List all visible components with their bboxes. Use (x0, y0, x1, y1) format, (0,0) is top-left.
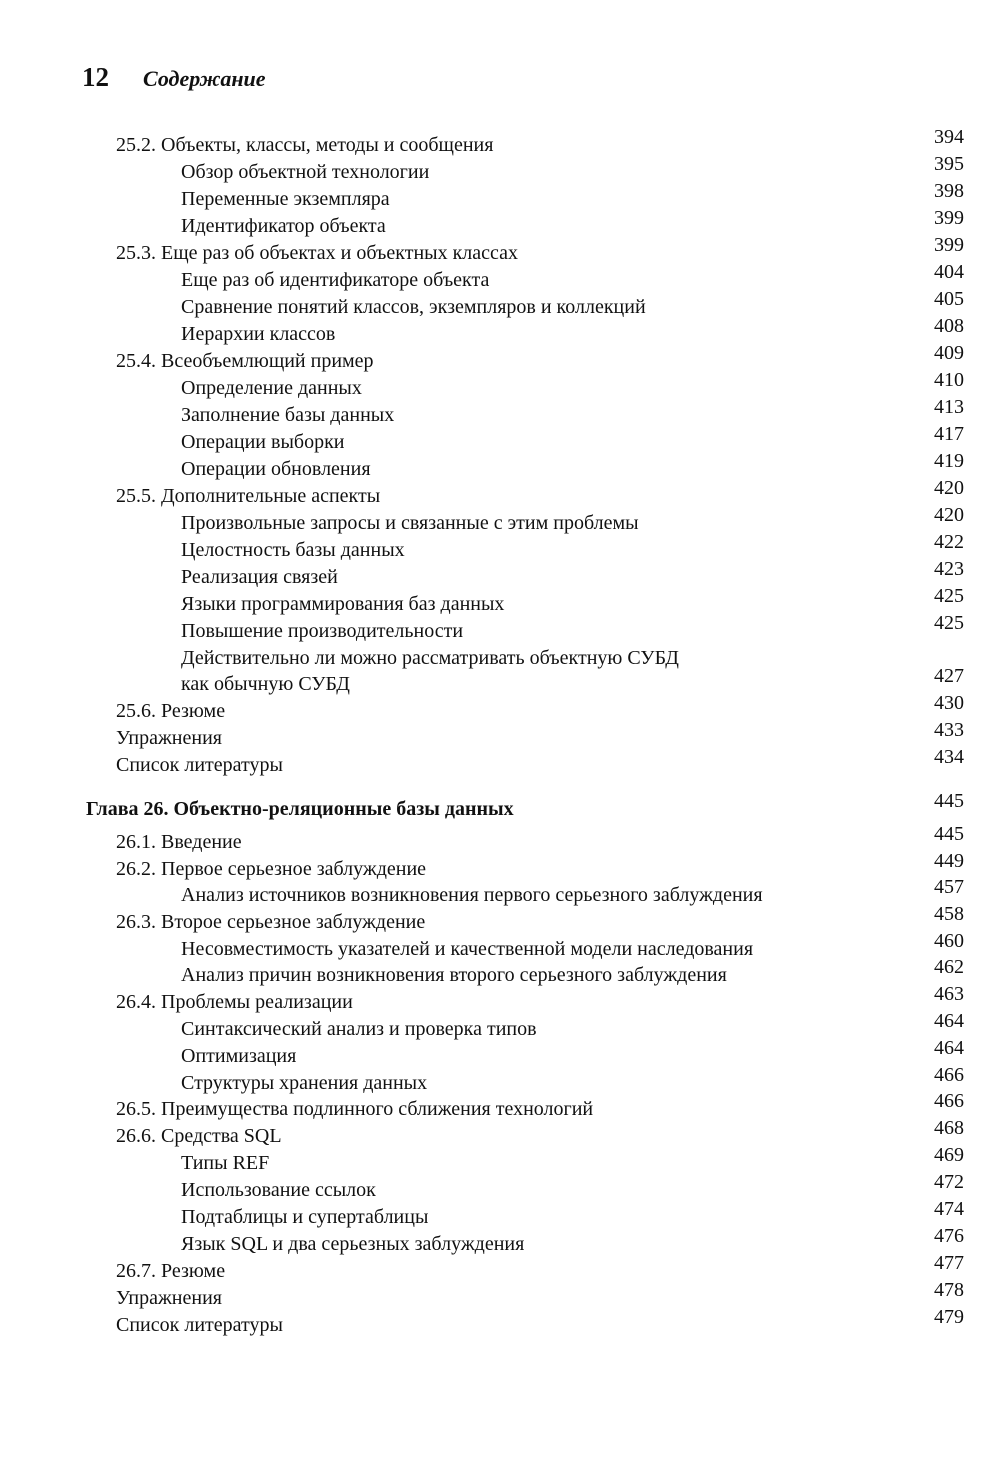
toc-entry (0, 823, 1000, 856)
toc-entry-title: Иерархии классов (181, 323, 336, 345)
toc-entry (0, 531, 1000, 564)
toc-entry (0, 665, 1000, 698)
toc-entry-page: 404 (934, 261, 964, 283)
toc-entry-title: Подтаблицы и супертаблицы (181, 1206, 429, 1228)
toc-entry-title: Переменные экземпляра (181, 188, 390, 210)
toc-entry-page: 425 (934, 585, 964, 607)
toc-entry-page: 462 (934, 956, 964, 978)
toc-entry-page: 405 (934, 288, 964, 310)
toc-entry (0, 396, 1000, 429)
toc-entry-title: 25.2. Объекты, классы, методы и сообщения (116, 134, 494, 156)
toc-entry-title: Целостность базы данных (181, 539, 405, 561)
toc-entry-title: Типы REF (181, 1152, 270, 1174)
toc-entry (0, 645, 1000, 672)
toc-entry (0, 1279, 1000, 1312)
toc-entry (0, 585, 1000, 618)
toc-entry-page: 468 (934, 1117, 964, 1139)
toc-entry-page: 413 (934, 396, 964, 418)
toc-entry-page: 420 (934, 477, 964, 499)
toc-entry-title: Сравнение понятий классов, экземпляров и коллекций (181, 296, 646, 318)
toc-entry-page: 464 (934, 1010, 964, 1032)
toc-entry (0, 1144, 1000, 1177)
toc-entry-title: 26.2. Первое серьезное заблуждение (116, 858, 427, 880)
toc-entry-page: 394 (934, 126, 964, 148)
toc-entry (0, 423, 1000, 456)
toc-entry (0, 612, 1000, 645)
toc-entry (0, 1010, 1000, 1043)
toc-entry-title: Повышение производительности (181, 620, 464, 642)
toc-entry-title: 25.4. Всеобъемлющий пример (116, 350, 374, 372)
toc-entry-page: 417 (934, 423, 964, 445)
toc-entry-title: 26.3. Второе серьезное заблуждение (116, 911, 426, 933)
toc-entry-title: 26.5. Преимущества подлинного сближения технологий (116, 1098, 594, 1120)
toc-entry-page: 466 (934, 1090, 964, 1112)
toc-entry (0, 315, 1000, 348)
toc-entry-title: Упражнения (116, 727, 222, 749)
toc-entry-page: 423 (934, 558, 964, 580)
toc-entry-page: 474 (934, 1198, 964, 1220)
toc-entry (0, 850, 1000, 883)
toc-entry-title: Операции обновления (181, 458, 371, 480)
toc-entry (0, 342, 1000, 375)
toc-entry-title: Действительно ли можно рассматривать объектную СУБД (181, 647, 679, 669)
toc-entry (0, 983, 1000, 1016)
toc-entry-title: 25.6. Резюме (116, 700, 226, 722)
toc-entry (0, 504, 1000, 537)
toc-entry-title: Обзор объектной технологии (181, 161, 430, 183)
toc-entry-title: Идентификатор объекта (181, 215, 386, 237)
toc-entry-title: 26.7. Резюме (116, 1260, 226, 1282)
toc-entry (0, 180, 1000, 213)
toc-entry (0, 1037, 1000, 1070)
toc-entry-title: Использование ссылок (181, 1179, 376, 1201)
toc-entry-page: 399 (934, 234, 964, 256)
toc-entry (0, 1252, 1000, 1285)
page-header (82, 62, 266, 98)
toc-entry-page: 479 (934, 1306, 964, 1328)
toc-entry-title: Несовместимость указателей и качественной модели наследования (181, 938, 754, 960)
toc-entry-page: 419 (934, 450, 964, 472)
toc-entry-page: 420 (934, 504, 964, 526)
toc-entry-page: 425 (934, 612, 964, 634)
toc-entry (0, 234, 1000, 267)
toc-entry (0, 261, 1000, 294)
page-number: 12 (82, 62, 109, 92)
toc-entry-title: Оптимизация (181, 1045, 297, 1067)
toc-entry-page: 398 (934, 180, 964, 202)
toc-entry-page: 460 (934, 930, 964, 952)
toc-entry-title: Заполнение базы данных (181, 404, 395, 426)
toc-entry-page: 457 (934, 876, 964, 898)
toc-entry-page: 427 (934, 665, 964, 687)
toc-entry-title: 26.4. Проблемы реализации (116, 991, 353, 1013)
toc-entry (0, 692, 1000, 725)
toc-entry-page: 463 (934, 983, 964, 1005)
toc-entry-page: 445 (934, 823, 964, 845)
toc-entry (0, 746, 1000, 779)
toc-entry (0, 477, 1000, 510)
toc-entry-page: 410 (934, 369, 964, 391)
toc-entry-title: Структуры хранения данных (181, 1072, 428, 1094)
toc-entry-page: 476 (934, 1225, 964, 1247)
toc-entry-page: 464 (934, 1037, 964, 1059)
toc-entry-title: Операции выборки (181, 431, 345, 453)
toc-entry-title: Список литературы (116, 754, 283, 776)
toc-entry (0, 1198, 1000, 1231)
toc-entry-title: Еще раз об идентификаторе объекта (181, 269, 490, 291)
toc-entry-title: Определение данных (181, 377, 362, 399)
toc-entry (0, 1117, 1000, 1150)
toc-entry-page: 466 (934, 1064, 964, 1086)
toc-chapter-entry (0, 790, 1000, 823)
toc-entry-title: 26.6. Средства SQL (116, 1125, 282, 1147)
toc-entry (0, 1064, 1000, 1097)
toc-entry-title: 25.5. Дополнительные аспекты (116, 485, 381, 507)
toc-entry-page: 399 (934, 207, 964, 229)
toc-entry (0, 930, 1000, 963)
toc-entry-title: Глава 26. Объектно-реляционные базы данных (86, 798, 514, 820)
toc-entry (0, 153, 1000, 186)
toc-entry-title: Синтаксический анализ и проверка типов (181, 1018, 537, 1040)
toc-entry (0, 450, 1000, 483)
toc-entry-title: как обычную СУБД (181, 673, 350, 695)
toc-entry-page: 409 (934, 342, 964, 364)
toc-entry-page: 422 (934, 531, 964, 553)
toc-entry (0, 207, 1000, 240)
toc-entry-page: 433 (934, 719, 964, 741)
toc-entry (0, 126, 1000, 159)
toc-entry-title: Произвольные запросы и связанные с этим проблемы (181, 512, 639, 534)
toc-entry-page: 434 (934, 746, 964, 768)
toc-entry (0, 1171, 1000, 1204)
toc-entry (0, 288, 1000, 321)
toc-entry-page: 430 (934, 692, 964, 714)
toc-entry-title: 26.1. Введение (116, 831, 242, 853)
toc-entry-page: 445 (934, 790, 964, 812)
toc-entry-page: 458 (934, 903, 964, 925)
toc-entry (0, 1225, 1000, 1258)
toc-entry-title: Анализ источников возникновения первого серьезного заблуждения (181, 884, 763, 906)
toc-entry-title: Упражнения (116, 1287, 222, 1309)
toc-entry-title: Реализация связей (181, 566, 338, 588)
toc-entry (0, 876, 1000, 909)
toc-entry (0, 956, 1000, 989)
toc-entry-page: 469 (934, 1144, 964, 1166)
toc-entry-title: 25.3. Еще раз об объектах и объектных классах (116, 242, 519, 264)
toc-entry-page: 472 (934, 1171, 964, 1193)
toc-entry (0, 1090, 1000, 1123)
toc-entry-page: 477 (934, 1252, 964, 1274)
toc-entry (0, 558, 1000, 591)
toc-entry (0, 1306, 1000, 1339)
toc-entry (0, 903, 1000, 936)
toc-entry-title: Анализ причин возникновения второго серьезного заблуждения (181, 964, 727, 986)
toc-entry-page: 408 (934, 315, 964, 337)
toc-entry-title: Список литературы (116, 1314, 283, 1336)
toc-entry-page: 395 (934, 153, 964, 175)
running-title: Содержание (143, 66, 266, 91)
toc-entry (0, 719, 1000, 752)
toc-entry-title: Язык SQL и два серьезных заблуждения (181, 1233, 525, 1255)
toc-entry (0, 369, 1000, 402)
toc-entry-page: 478 (934, 1279, 964, 1301)
toc-entry-title: Языки программирования баз данных (181, 593, 505, 615)
toc-entry-page: 449 (934, 850, 964, 872)
